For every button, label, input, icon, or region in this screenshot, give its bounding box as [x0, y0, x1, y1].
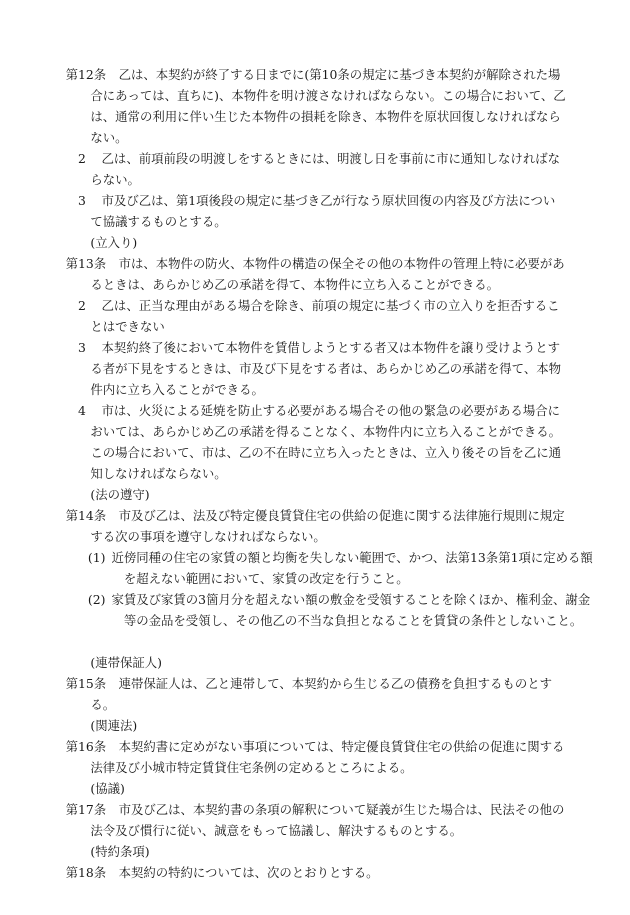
- item-text: 近傍同種の住宅の家賃の額と均衡を失しない範囲で、かつ、法第13条第1項に定める額を超えない範囲において、家賃の改定を行うこと。: [111, 550, 593, 586]
- article-number: 第16条: [65, 739, 107, 754]
- article-14: [65, 505, 566, 547]
- article-13-caption: (立入り): [90, 235, 138, 250]
- article-12-paragraph-3: [78, 190, 566, 232]
- paragraph-text: 本契約終了後において本物件を賃借しようとする者又は本物件を譲り受けようとする者が下見をするときは、市及び下見をする者は、あらかじめ乙の承諾を得て、本物件内に立ち入ることができる。: [90, 340, 561, 397]
- article-18: [65, 862, 566, 883]
- article-text: 本契約書に定めがない事項については、特定優良賃貸住宅の供給の促進に関する法律及び小城市特定賃貸住宅条例の定めるところによる。: [90, 739, 565, 775]
- article-text: 市及び乙は、法及び特定優良賃貸住宅の供給の促進に関する法律施行規則に規定する次の事項を遵守しなければならない。: [90, 508, 565, 544]
- article-number: 第17条: [65, 802, 107, 817]
- paragraph-text: 乙は、前項前段の明渡しをするときには、明渡し日を事前に市に通知しなければならない。: [90, 151, 560, 187]
- article-14-item-1: [88, 547, 600, 589]
- article-12-paragraph-2: [78, 148, 566, 190]
- article-12: [65, 64, 566, 148]
- paragraph-number: 2: [78, 298, 86, 313]
- article-13-paragraph-3: [78, 337, 566, 400]
- article-14-item-2: [88, 589, 600, 631]
- article-text: 本契約の特約については、次のとおりとする。: [118, 865, 379, 880]
- paragraph-number: 2: [78, 151, 86, 166]
- item-number: (1): [87, 550, 106, 565]
- item-number: (2): [87, 592, 106, 607]
- article-16-caption: (関連法): [90, 718, 138, 733]
- article-number: 第15条: [65, 676, 107, 691]
- article-text: 乙は、本契約が終了する日までに(第10条の規定に基づき本契約が解除された場合にあっては、直ちに)、本物件を明け渡さなければならない。この場合において、乙は、通常の利用に伴い生じた本物件の損耗を除き、本物件を原状回復しなければならない。: [90, 67, 566, 145]
- article-number: 第12条: [65, 67, 107, 82]
- article-13-paragraph-2: [78, 295, 566, 337]
- article-17-caption: (協議): [90, 781, 125, 796]
- article-15-caption: (連帯保証人): [90, 655, 163, 670]
- paragraph-text: 市及び乙は、第1項後段の規定に基づき乙が行なう原状回復の内容及び方法について協議するものとする。: [90, 193, 556, 229]
- article-number: 第18条: [65, 865, 107, 880]
- paragraph-text: 乙は、正当な理由がある場合を除き、前項の規定に基づく市の立入りを拒否することはできない: [90, 298, 560, 334]
- article-13-paragraph-4: [78, 400, 566, 484]
- article-text: 連帯保証人は、乙と連帯して、本契約から生じる乙の債務を負担するものとする。: [90, 676, 552, 712]
- paragraph-number: 3: [78, 193, 86, 208]
- paragraph-number: 3: [78, 340, 86, 355]
- paragraph-number: 4: [78, 403, 86, 418]
- article-15: [65, 673, 566, 715]
- article-13: [65, 253, 566, 295]
- article-text: 市は、本物件の防火、本物件の構造の保全その他の本物件の管理上特に必要があるときは、あらかじめ乙の承諾を得て、本物件に立ち入ることができる。: [90, 256, 565, 292]
- article-text: 市及び乙は、本契約書の条項の解釈について疑義が生じた場合は、民法その他の法令及び慣行に従い、誠意をもって協議し、解決するものとする。: [90, 802, 565, 838]
- article-16: [65, 736, 566, 778]
- item-text: 家賃及び家賃の3箇月分を超えない額の敷金を受領することを除くほか、権利金、謝金等の金品を受領し、その他乙の不当な負担となることを賃貸の条件としないこと。: [111, 592, 591, 628]
- article-17: [65, 799, 566, 841]
- paragraph-text: 市は、火災による延焼を防止する必要がある場合その他の緊急の必要がある場合においては、あらかじめ乙の承諾を得ることなく、本物件内に立ち入ることができる。この場合において、市は、乙の不在時に立ち入ったときは、立入り後その旨を乙に通知しなければならない。: [90, 403, 561, 481]
- article-14-caption: (法の遵守): [90, 487, 150, 502]
- article-18-caption: (特約条項): [90, 844, 150, 859]
- article-number: 第14条: [65, 508, 107, 523]
- article-number: 第13条: [65, 256, 107, 271]
